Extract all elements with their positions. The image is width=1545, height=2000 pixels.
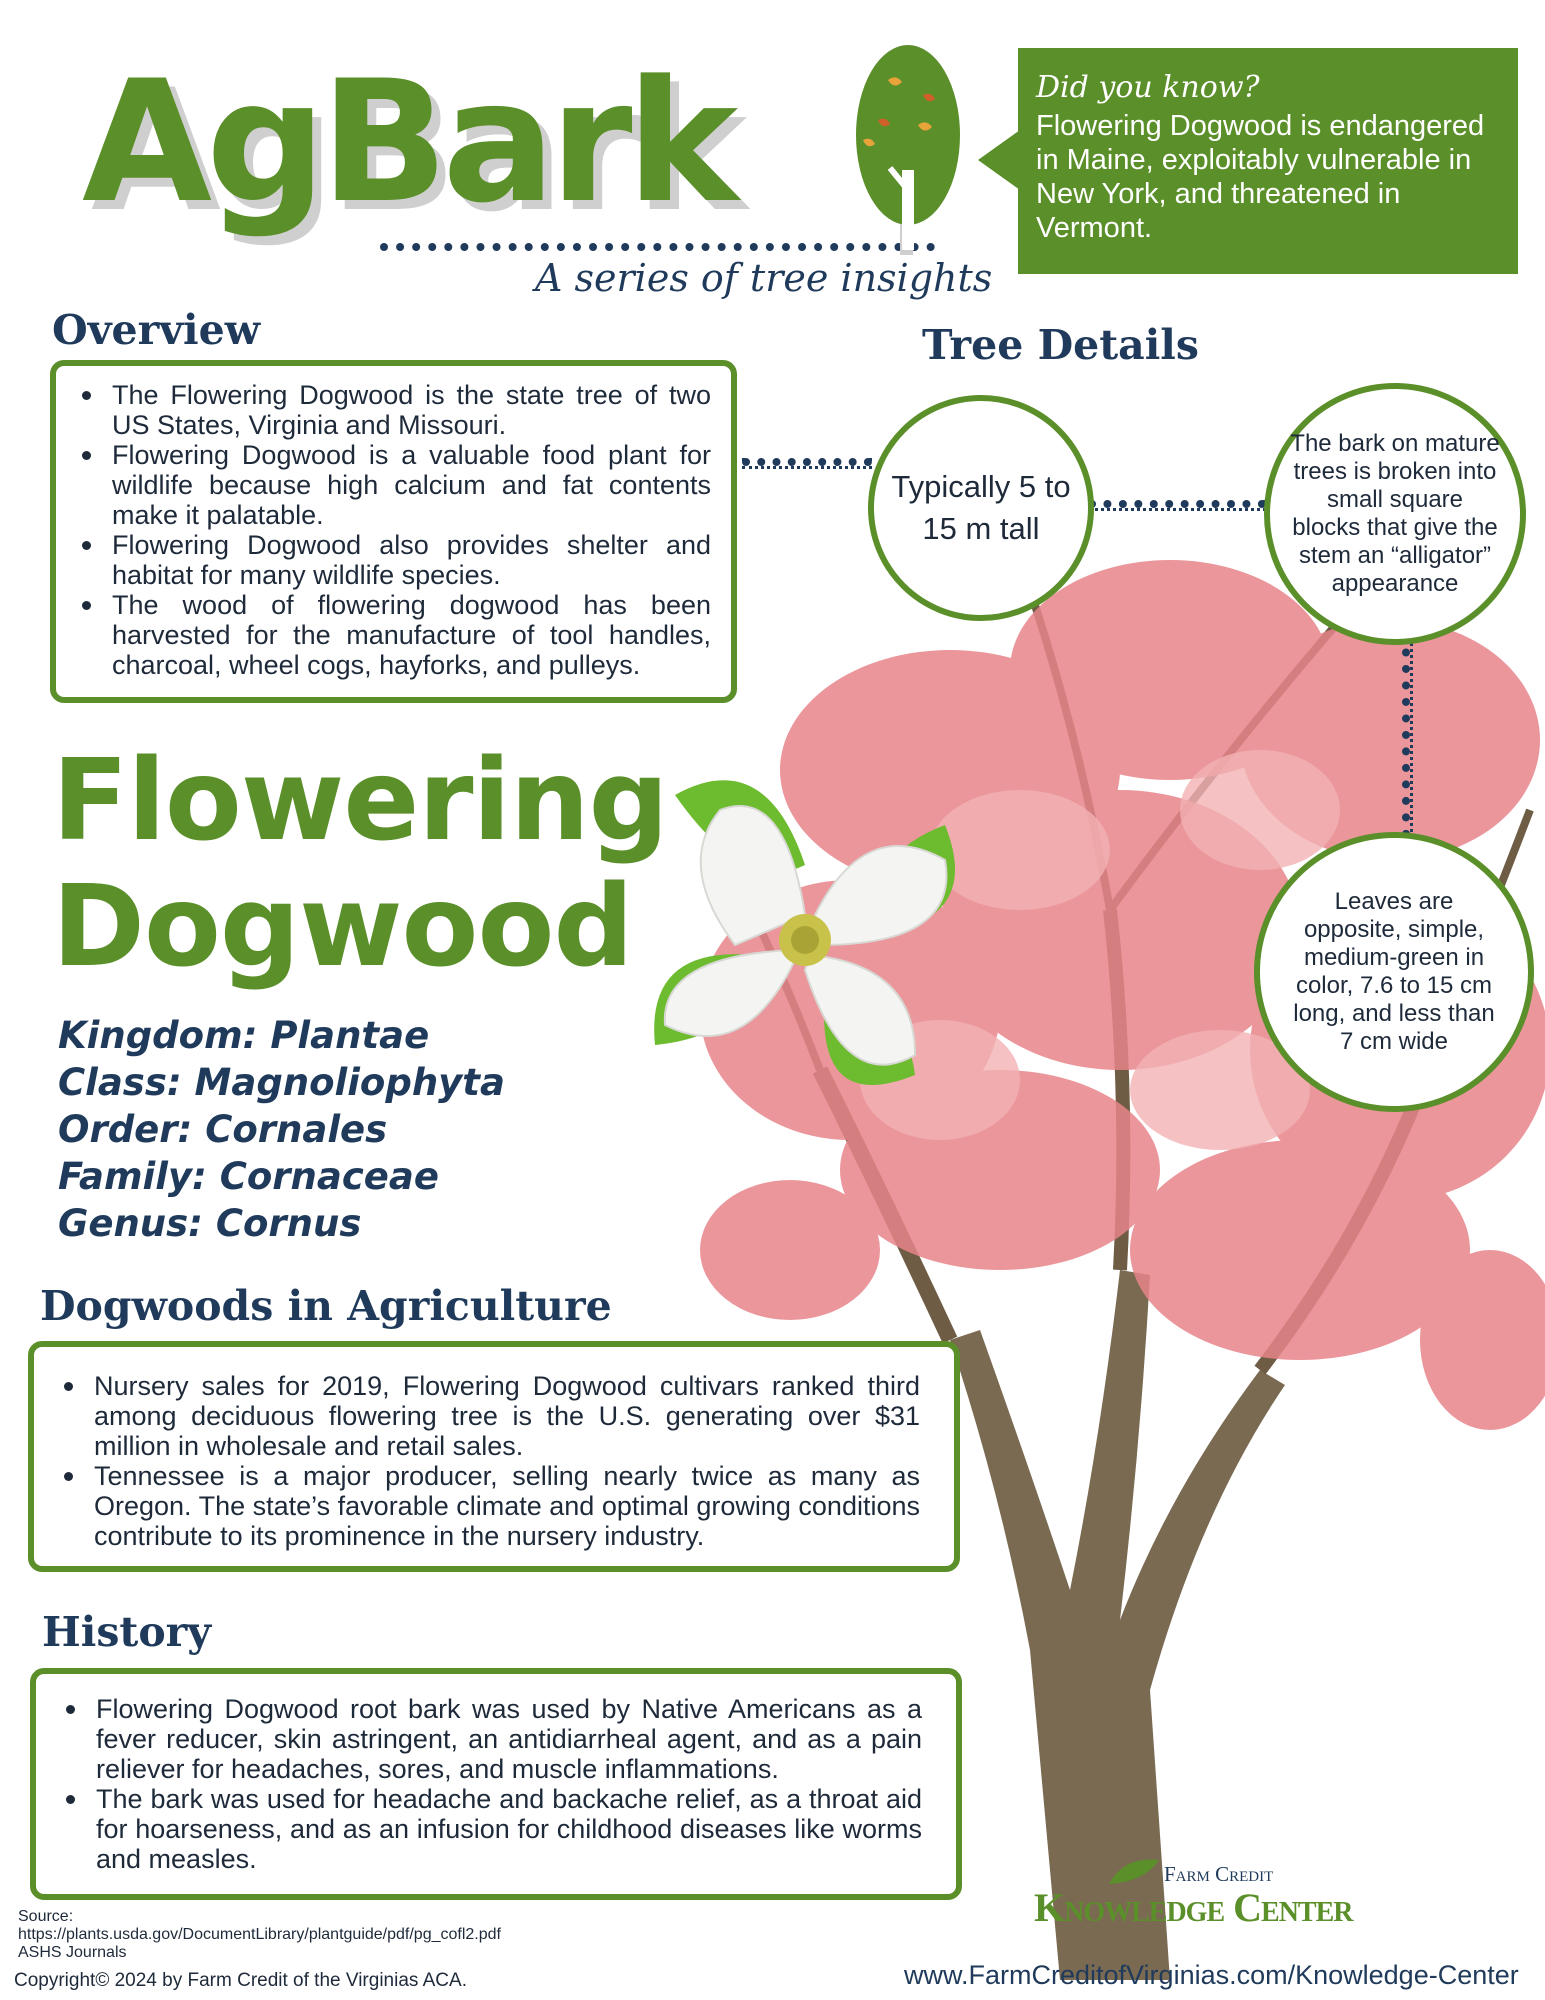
tagline: A series of tree insights [535,256,993,300]
height-circle [868,395,1094,621]
history-heading: History [42,1608,212,1656]
tree-logo-icon [838,40,978,255]
brand-main: Knowledge Center [1034,1885,1353,1930]
taxonomy-kingdom: Kingdom: Plantae [58,1014,430,1057]
callout-arrow [978,130,1020,190]
connector-bark-leaves [1402,632,1413,838]
did-you-know-box [1018,48,1518,274]
leaves-text: Leaves are opposite, simple, medium-green in color, 7.6 to 15 cm long, and less than 7 cm wide [1293,888,1495,1055]
farm-credit-logo [1034,1856,1444,1930]
history-item: The bark was used for headache and backache relief, as a throat aid for hoarseness, and as an infusion for childhood diseases like worms and measles. [58,1784,922,1874]
website-link[interactable]: www.FarmCreditofVirginias.com/Knowledge-Center [904,1960,1519,1990]
agbark-logo: AgBark [82,44,733,240]
overview-item: Flowering Dogwood is a valuable food plant for wildlife because high calcium and fat contents make it palatable. [74,440,711,530]
source-journal: ASHS Journals [18,1944,127,1961]
copyright: Copyright© 2024 by Farm Credit of the Virginias ACA. [14,1970,467,1991]
leaves-circle [1254,832,1534,1112]
taxonomy-list [58,1012,505,1247]
species-title [52,738,668,990]
history-list [58,1694,922,1874]
connector-height-bark [1088,500,1266,511]
agriculture-box [28,1341,960,1572]
bark-text: The bark on mature trees is broken into small square blocks that give the stem an “alligator” appearance [1290,430,1500,597]
history-box [30,1668,962,1900]
leaf-logo-icon [1104,1856,1164,1886]
taxonomy-genus: Genus: Cornus [58,1202,362,1245]
height-text: Typically 5 to 15 m tall [891,469,1071,546]
species-title-line1: Flowering [52,736,668,866]
taxonomy-order: Order: Cornales [58,1108,388,1151]
overview-box [50,360,737,703]
taxonomy-family: Family: Cornaceae [58,1155,439,1198]
overview-item: The wood of flowering dogwood has been harvested for the manufacture of tool handles, charcoal, wheel cogs, hayforks, and pulleys. [74,590,711,680]
source-url[interactable]: https://plants.usda.gov/DocumentLibrary/plantguide/pdf/pg_cofl2.pdf [18,1926,501,1943]
history-item: Flowering Dogwood root bark was used by Native Americans as a fever reducer, skin astringent, an antidiarrheal agent, and as a pain reliever for headaches, sores, and muscle inflammations. [58,1694,922,1784]
species-title-line2: Dogwood [52,862,633,992]
did-you-know-title: Did you know? [1036,70,1260,105]
agriculture-item: Nursery sales for 2019, Flowering Dogwood cultivars ranked third among deciduous flowering tree is the U.S. generating over $31 million in wholesale and retail sales. [56,1371,920,1461]
brand-top: Farm Credit [1164,1862,1274,1886]
source-citation [18,1908,501,1962]
overview-item: Flowering Dogwood also provides shelter and habitat for many wildlife species. [74,530,711,590]
agriculture-list [56,1371,920,1551]
dogwood-flower-image [615,745,995,1125]
connector-overview-height [742,458,872,469]
agriculture-item: Tennessee is a major producer, selling nearly twice as many as Oregon. The state’s favorable climate and optimal growing conditions contribute to its prominence in the nursery industry. [56,1461,920,1551]
overview-heading: Overview [52,306,261,354]
overview-item: The Flowering Dogwood is the state tree of two US States, Virginia and Missouri. [74,380,711,440]
agriculture-heading: Dogwoods in Agriculture [40,1282,612,1330]
taxonomy-class: Class: Magnoliophyta [58,1061,505,1104]
bark-circle [1264,383,1526,645]
did-you-know-text: Flowering Dogwood is endangered in Maine, exploitably vulnerable in New York, and threatened in Vermont. [1036,110,1485,244]
tree-details-heading: Tree Details [922,321,1199,369]
source-label: Source: [18,1908,74,1925]
overview-list [74,380,711,680]
